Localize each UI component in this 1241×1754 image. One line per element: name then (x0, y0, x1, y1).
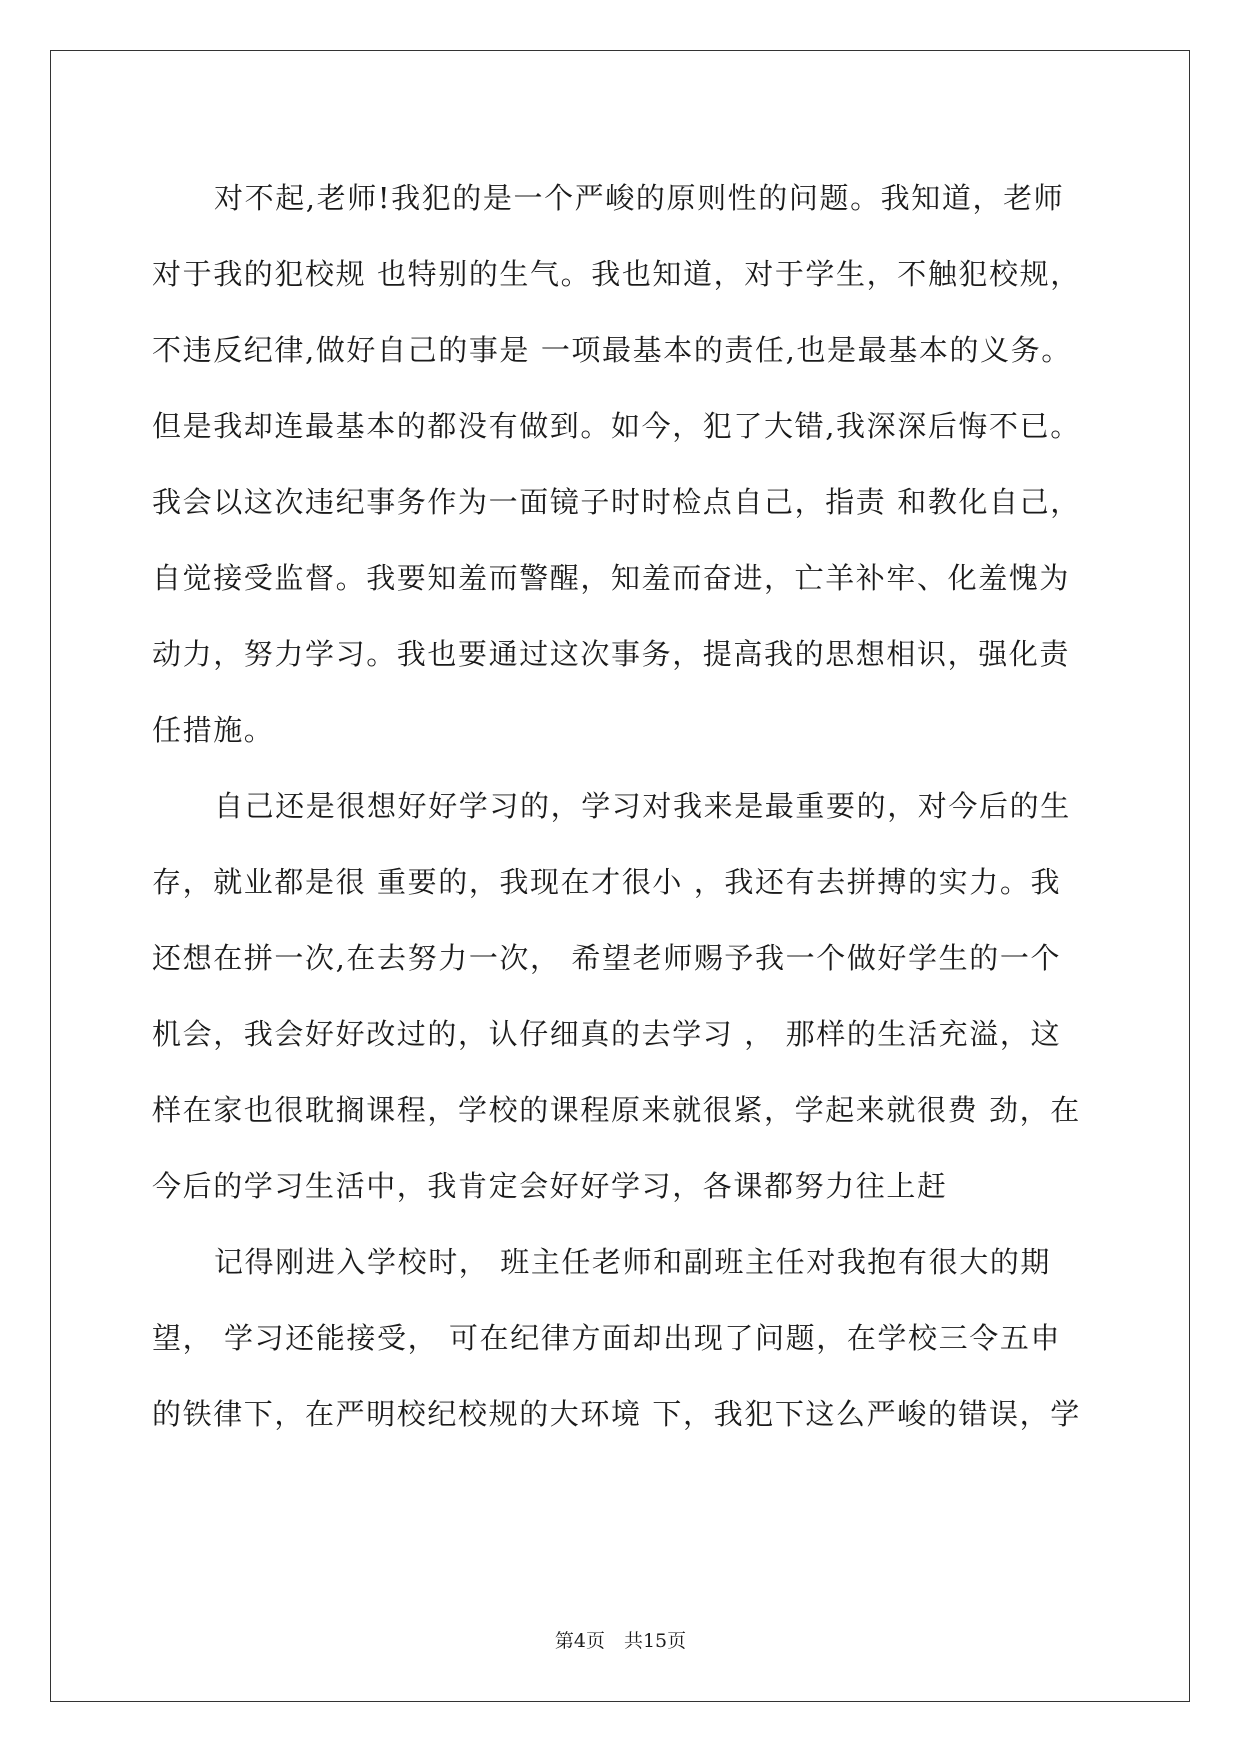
paragraph-1-line-6: 自觉接受监督。我要知羞而警醒，知羞而奋进，亡羊补牢、化羞愧为 (152, 561, 1071, 595)
paragraph-2-line-2: 存，就业都是很 重要的，我现在才很小 ，我还有去拼搏的实力。我 (152, 865, 1062, 899)
paragraph-2-line-1: 自己还是很想好好学习的，学习对我来是最重要的，对今后的生 (214, 789, 1071, 823)
paragraph-2-line-4: 机会，我会好好改过的，认仔细真的去学习 ， 那样的生活充溢，这 (152, 1017, 1062, 1051)
page-number-footer: 第4页 共15页 (554, 1630, 687, 1652)
paragraph-1-line-3: 不违反纪律,做好自己的事是 一项最基本的责任,也是最基本的义务。 (152, 333, 1072, 367)
paragraph-2-line-5: 样在家也很耽搁课程，学校的课程原来就很紧，学起来就很费 劲，在 (152, 1093, 1081, 1127)
paragraph-1-line-1: 对不起,老师!我犯的是一个严峻的原则性的问题。我知道，老师 (214, 181, 1065, 215)
paragraph-1-line-7: 动力，努力学习。我也要通过这次事务，提高我的思想相识，强化责 (152, 637, 1071, 671)
paragraph-2-line-3: 还想在拼一次,在去努力一次， 希望老师赐予我一个做好学生的一个 (152, 941, 1062, 975)
paragraph-1-line-4: 但是我却连最基本的都没有做到。如今，犯了大错,我深深后悔不已。 (152, 409, 1081, 443)
paragraph-1-line-2: 对于我的犯校规 也特别的生气。我也知道，对于学生，不触犯校规， (152, 257, 1081, 291)
document-body (152, 160, 1092, 1452)
paragraph-3-line-1: 记得刚进入学校时， 班主任老师和副班主任对我抱有很大的期 (214, 1245, 1052, 1279)
paragraph-1-line-8: 任措施。 (152, 713, 275, 747)
paragraph-3-line-2: 望， 学习还能接受， 可在纪律方面却出现了问题，在学校三令五申 (152, 1321, 1062, 1355)
paragraph-2-line-6: 今后的学习生活中，我肯定会好好学习，各课都努力往上赶 (152, 1169, 948, 1203)
paragraph-3-line-3: 的铁律下，在严明校纪校规的大环境 下，我犯下这么严峻的错误，学 (152, 1397, 1081, 1431)
paragraph-1-line-5: 我会以这次违纪事务作为一面镜子时时检点自己，指责 和教化自己， (152, 485, 1081, 519)
